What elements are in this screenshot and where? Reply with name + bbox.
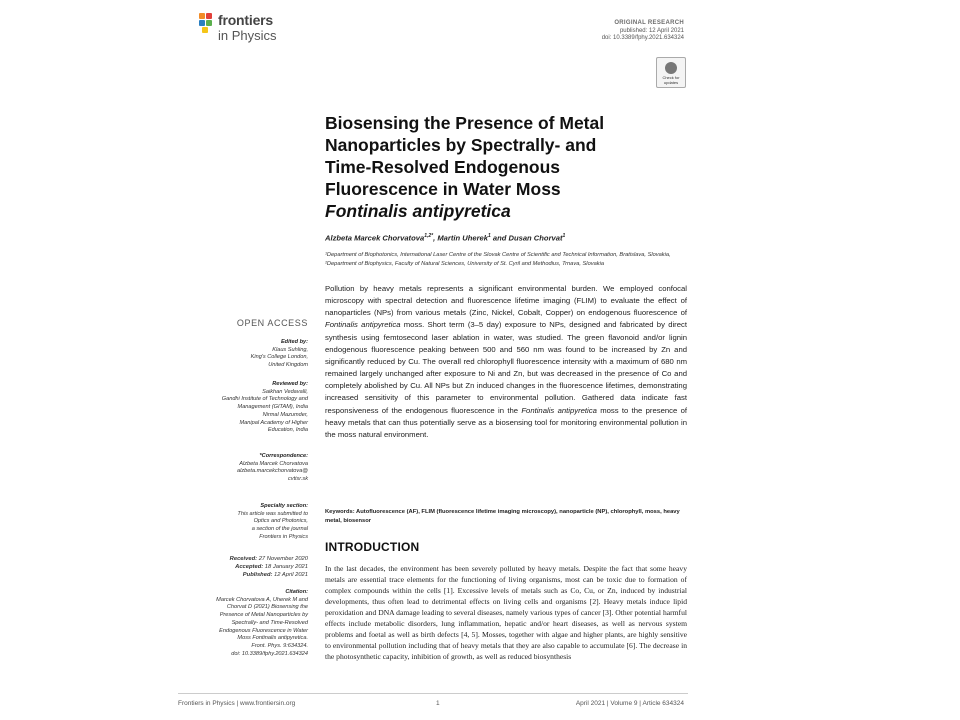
- received-date: 27 November 2020: [258, 556, 308, 562]
- author-affiliation-mark: 1: [562, 233, 566, 239]
- article-title: [325, 112, 665, 222]
- introduction-text: In the last decades, the environment has been severely polluted by heavy metals. Despite the fact that some heavy metals are essential trace elements for the functioning of living organisms, most can be toxic due to formation of complex compounds within the cells [1]. Excessive levels of metals such as Co, Cu, or Zn, induced by industrial developments, thus often lead to detrimental effects on living cells and organisms [2]. Heavy metals induce lipid peroxidation and DNA damage leading to several diseases, namely various types of cancer [3]. Other potential harmful effects include metabolic disorders, lung inflammation, hepatic and/or heart diseases, as well as nervous system problems and foetal as well as birth defects [4, 5]. Mosses, together with algae and higher plants, are highly sensitive to environmental pollution including that of heavy metals that they are also capable to accumulate [6]. The decrease in the photosynthetic capacity, inhibition of growth, as well as reduced biosynthesis: [325, 564, 687, 662]
- correspondence-email[interactable]: alzbeta.marcekchorvatova@: [237, 468, 308, 475]
- author-affiliation-mark: 1: [487, 233, 491, 239]
- reviewer-line: Nirmal Mazumder,: [262, 411, 308, 418]
- article-meta: [602, 20, 684, 43]
- author-separator: and: [490, 233, 509, 243]
- journal-logo-text: frontiers: [218, 12, 273, 28]
- title-line: Fluorescence in Water Moss: [325, 179, 561, 199]
- correspondence-line: Alzbeta Marcek Chorvatova: [239, 460, 308, 467]
- editor-line: Klaus Suhling,: [272, 346, 308, 353]
- citation-line: Presence of Metal Nanoparticles by: [219, 612, 308, 619]
- reviewer-line: Manipal Academy of Higher: [239, 419, 308, 426]
- citation-doi[interactable]: doi: 10.3389/fphy.2021.634324: [231, 650, 308, 657]
- accepted-label: Accepted:: [235, 564, 264, 571]
- edited-by-block: [188, 339, 308, 370]
- citation-line: Marcek Chorvatova A, Uherek M and: [216, 596, 308, 603]
- title-line: Time-Resolved Endogenous: [325, 157, 560, 177]
- title-species: Fontinalis antipyretica: [325, 201, 511, 221]
- page-number: 1: [436, 700, 440, 707]
- article-type: ORIGINAL RESEARCH: [614, 20, 684, 26]
- published-row: [168, 571, 308, 579]
- published-date: published: 12 April 2021: [619, 27, 684, 34]
- abstract-text: Pollution by heavy metals represents a significant environmental burden. We employed confocal microscopy with spectral detection and fluorescence lifetime imaging (FLIM) to evaluate the effect of nanoparticles (NPs) from various metals (Zinc, Nickel, Cobalt, Copper) on endogenous fluorescence of: [325, 284, 687, 318]
- author-name[interactable]: Alzbeta Marcek Chorvatova: [325, 233, 425, 243]
- section-heading-introduction: INTRODUCTION: [325, 540, 420, 554]
- specialty-line: This article was submitted to: [237, 510, 308, 517]
- reviewer-line: Management (GITAM), India: [237, 404, 308, 411]
- received-row: [168, 555, 308, 563]
- citation-label: Citation:: [285, 589, 308, 595]
- keywords: Keywords: Autofluorescence (AF), FLIM (fluorescence lifetime imaging microscopy), nanoparticle (NP), chlorophyll, moss, heavy metal, biosensor: [325, 509, 680, 524]
- citation-line: Moss Fontinalis antipyretica.: [237, 635, 308, 642]
- specialty-section-block: [188, 503, 308, 542]
- specialty-line: a section of the journal: [251, 526, 308, 533]
- journal-logo-subtitle: in Physics: [218, 28, 277, 43]
- citation-line: Endogenous Fluorescence in Water: [219, 627, 308, 634]
- author-separator: ,: [433, 233, 438, 243]
- reviewed-by-block: [188, 381, 308, 435]
- check-updates-icon: [665, 62, 677, 74]
- author-name[interactable]: Martin Uherek: [437, 233, 488, 243]
- frontiers-logo-icon: [198, 12, 218, 34]
- footer-journal-link[interactable]: Frontiers in Physics | www.frontiersin.org: [178, 700, 296, 707]
- specialty-section-label: Specialty section:: [260, 503, 308, 509]
- correspondence-block: [188, 453, 308, 484]
- reviewed-by-label: Reviewed by:: [272, 381, 308, 387]
- citation-block: [188, 589, 308, 658]
- abstract-species: Fontinalis antipyretica: [325, 320, 401, 330]
- abstract-text: moss. Short term (3–5 day) exposure to NPs, designed and fabricated by direct synthesis using femtosecond laser ablation in water, was studied. The green flavonoid and/or lignin endogenous fluorescence peaking between 500 and 560 nm was found to be increased by Zn and significantly reduced by Cu. The overall red chlorophyll fluorescence intensity with a maximum of 680 nm remained largely unchanged after exposure to Ni and Zn, but was decreased in the presence of Co and completely abolished by Cu. All NPs but Zn induced changes in the fluorescence lifetimes, demonstrating increased sensitivity of this parameter to environmental pollution. Gathered data indicate fast responsiveness of the endogenous fluorescence in the: [325, 320, 687, 415]
- reviewer-line: Gandhi Institute of Technology and: [221, 396, 308, 403]
- edited-by-label: Edited by:: [280, 339, 308, 345]
- citation-line: Spectrally- and Time-Resolved: [231, 619, 308, 626]
- specialty-line: Optics and Photonics,: [253, 518, 308, 525]
- reviewer-line: Education, India: [267, 427, 308, 434]
- accepted-row: [168, 563, 308, 571]
- title-line: Biosensing the Presence of Metal: [325, 113, 605, 133]
- correspondence-label: *Correspondence:: [259, 453, 308, 459]
- dates-block: [168, 555, 308, 580]
- author-name[interactable]: Dusan Chorvat: [508, 233, 563, 243]
- published-date-side: 12 April 2021: [274, 572, 308, 579]
- doi[interactable]: doi: 10.3389/fphy.2021.634324: [601, 35, 684, 41]
- footer-divider: [178, 693, 688, 694]
- correspondence-email[interactable]: cvtisr.sk: [288, 476, 308, 483]
- citation-line: Chorvat D (2021) Biosensing the: [226, 604, 308, 611]
- author-affiliation-mark: 1,2*: [424, 233, 434, 239]
- reviewer-line: Saikhan Vedavalli,: [262, 388, 308, 395]
- check-updates-label: Check for updates: [662, 75, 680, 85]
- specialty-line: Frontiers in Physics: [259, 533, 308, 540]
- affiliations: ¹Department of Biophotonics, International Laser Centre of the Slovak Centre of Scientific and Technical Information, Bratislava, Slovakia, ²Department of Biophysics, Faculty of Natural Sciences, University of St. Cyril and Methodius, Trnava, Slovakia: [325, 252, 671, 267]
- abstract-species: Fontinalis antipyretica: [521, 405, 597, 415]
- author-list: [325, 233, 565, 243]
- citation-line: Front. Phys. 9:634324.: [251, 642, 308, 649]
- title-line: Nanoparticles by Spectrally- and: [325, 135, 597, 155]
- footer-issue-info: April 2021 | Volume 9 | Article 634324: [575, 700, 684, 707]
- received-label: Received:: [229, 556, 258, 562]
- published-label: Published:: [242, 572, 273, 579]
- abstract: [325, 283, 687, 441]
- accepted-date: 18 January 2021: [264, 564, 308, 571]
- editor-line: King's College London,: [250, 354, 308, 361]
- check-for-updates-button[interactable]: [656, 57, 686, 88]
- open-access-label: OPEN ACCESS: [236, 318, 308, 328]
- editor-line: United Kingdom: [268, 362, 308, 369]
- abstract-text: moss to the presence of heavy metals that can thus potentially serve as a biosensing tool for monitoring environmental pollution in the moss natural environment.: [325, 405, 687, 439]
